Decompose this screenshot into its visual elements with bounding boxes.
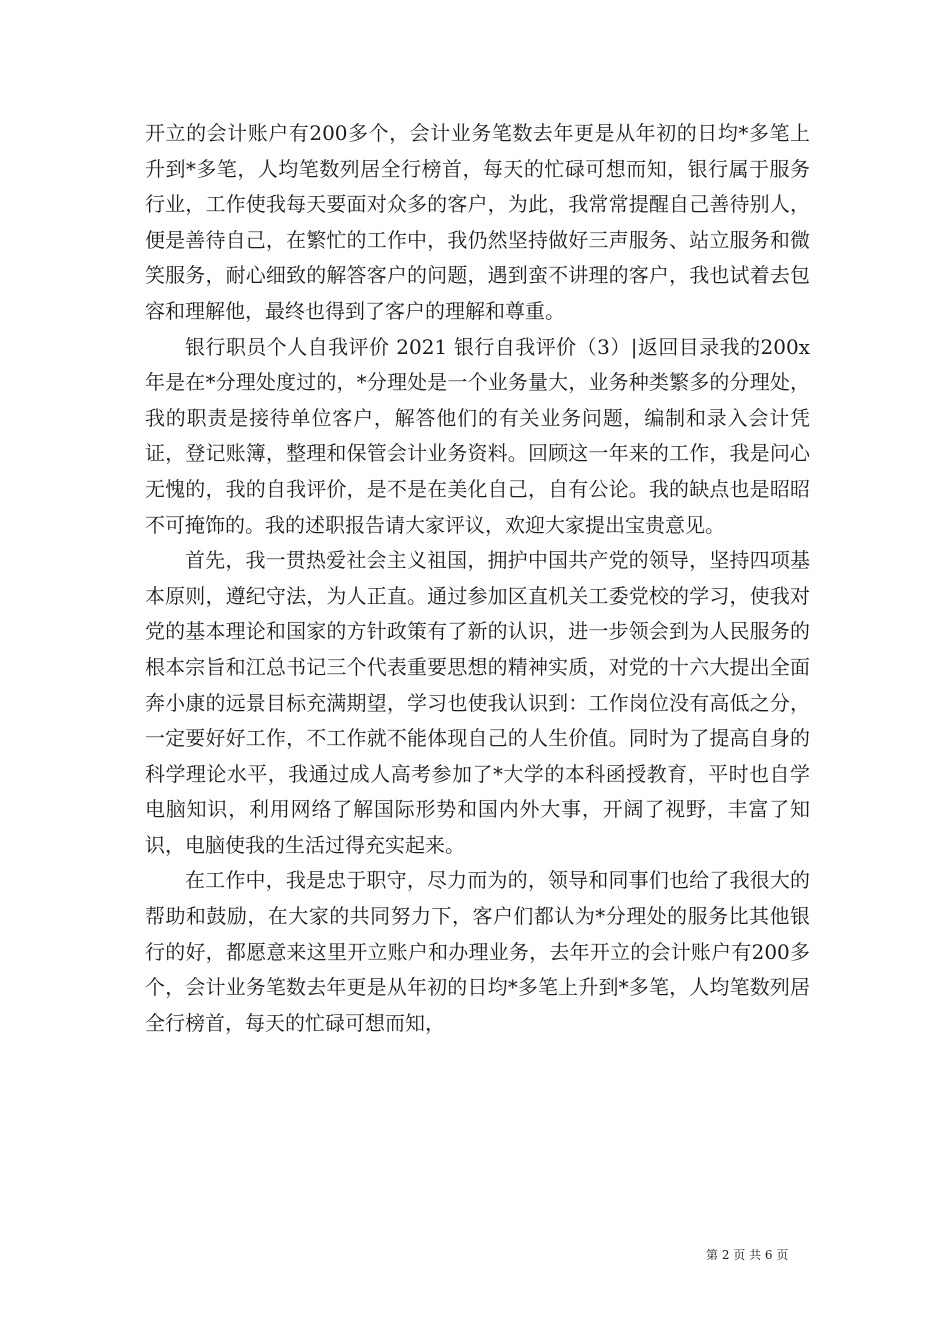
paragraph-2: 银行职员个人自我评价 2021 银行自我评价（3）|返回目录我的200x年是在*分理处度过的，*分理处是一个业务量大，业务种类繁多的分理处，我的职责是接待单位客户，解答他们的有关业务问题，编制和录入会计凭证，登记账簿，整理和保管会计业务资料。回顾这一年来的工作，我是问心无愧的，我的自我评价，是不是在美化自己，自有公论。我的缺点也是昭昭不可掩饰的。我的述职报告请大家评议，欢迎大家提出宝贵意见。 [145,334,810,537]
page-number: 第 2 页 共 6 页 [706,1248,789,1262]
paragraph-1: 开立的会计账户有200多个，会计业务笔数去年更是从年初的日均*多笔上升到*多笔，人均笔数列居全行榜首，每天的忙碌可想而知，银行属于服务行业，工作使我每天要面对众多的客户，为此，我常常提醒自己善待别人，便是善待自己，在繁忙的工作中，我仍然坚持做好三声服务、站立服务和微笑服务，耐心细致的解答客户的问题，遇到蛮不讲理的客户，我也试着去包容和理解他，最终也得到了客户的理解和尊重。 [145,121,810,323]
paragraph-4: 在工作中，我是忠于职守，尽力而为的，领导和同事们也给了我很大的帮助和鼓励，在大家的共同努力下，客户们都认为*分理处的服务比其他银行的好，都愿意来这里开立账户和办理业务，去年开立的会计账户有200多个，会计业务笔数去年更是从年初的日均*多笔上升到*多笔，人均笔数列居全行榜首，每天的忙碌可想而知， [145,868,810,1035]
paragraph-3: 首先，我一贯热爱社会主义祖国，拥护中国共产党的领导，坚持四项基本原则，遵纪守法，为人正直。通过参加区直机关工委党校的学习，使我对党的基本理论和国家的方针政策有了新的认识，进一步领会到为人民服务的根本宗旨和江总书记三个代表重要思想的精神实质，对党的十六大提出全面奔小康的远景目标充满期望，学习也使我认识到：工作岗位没有高低之分，一定要好好工作，不工作就不能体现自己的人生价值。同时为了提高自身的科学理论水平，我通过成人高考参加了*大学的本科函授教育，平时也自学电脑知识，利用网络了解国际形势和国内外大事，开阔了视野，丰富了知识，电脑使我的生活过得充实起来。 [145,548,810,857]
document-body [145,116,810,1041]
